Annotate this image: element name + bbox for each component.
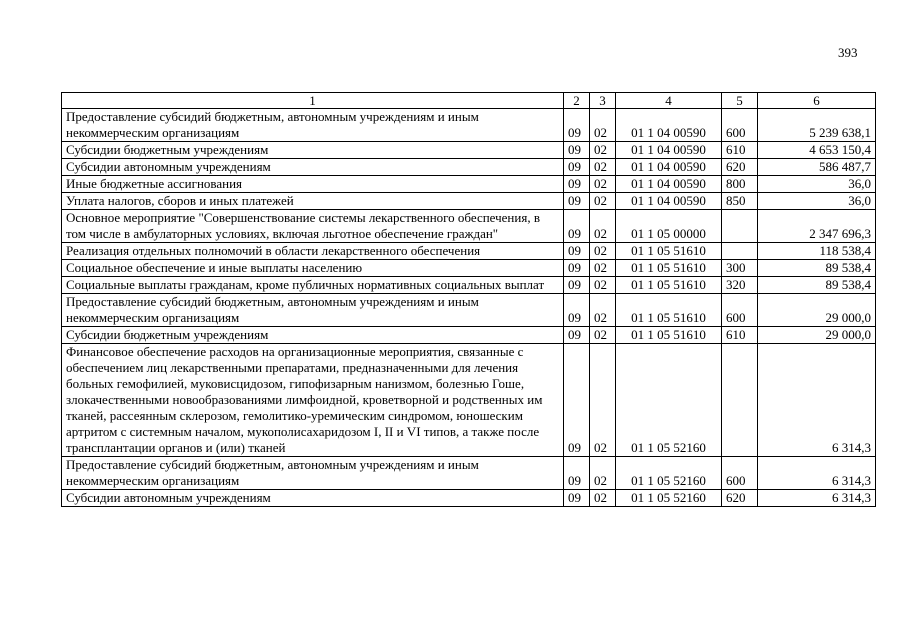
table-row xyxy=(62,457,876,490)
row-section-code: 09 xyxy=(564,260,590,277)
row-name: Предоставление субсидий бюджетным, автономным учреждениям и иным некоммерческим организациям xyxy=(62,109,564,142)
row-amount: 29 000,0 xyxy=(758,294,876,327)
row-target-article: 01 1 05 52160 xyxy=(616,457,722,490)
row-section-code: 09 xyxy=(564,490,590,507)
row-expense-type: 850 xyxy=(722,193,758,210)
row-section-code: 09 xyxy=(564,327,590,344)
row-amount: 89 538,4 xyxy=(758,277,876,294)
row-section-code: 09 xyxy=(564,294,590,327)
row-target-article: 01 1 05 51610 xyxy=(616,277,722,294)
row-amount: 5 239 638,1 xyxy=(758,109,876,142)
row-target-article: 01 1 04 00590 xyxy=(616,176,722,193)
table-row xyxy=(62,277,876,294)
table-header xyxy=(62,93,876,109)
row-amount: 586 487,7 xyxy=(758,159,876,176)
row-amount: 29 000,0 xyxy=(758,327,876,344)
row-amount: 6 314,3 xyxy=(758,344,876,457)
row-target-article: 01 1 05 52160 xyxy=(616,344,722,457)
row-name: Иные бюджетные ассигнования xyxy=(62,176,564,193)
row-section-code: 09 xyxy=(564,344,590,457)
row-subsection-code: 02 xyxy=(590,159,616,176)
row-expense-type: 320 xyxy=(722,277,758,294)
row-subsection-code: 02 xyxy=(590,193,616,210)
table-body xyxy=(62,109,876,507)
row-section-code: 09 xyxy=(564,109,590,142)
row-expense-type: 620 xyxy=(722,159,758,176)
row-amount: 36,0 xyxy=(758,193,876,210)
table-row xyxy=(62,344,876,457)
table-row xyxy=(62,327,876,344)
header-col-4: 4 xyxy=(616,93,722,109)
row-expense-type: 610 xyxy=(722,327,758,344)
row-target-article: 01 1 05 51610 xyxy=(616,243,722,260)
row-name: Предоставление субсидий бюджетным, автономным учреждениям и иным некоммерческим организациям xyxy=(62,294,564,327)
row-name: Уплата налогов, сборов и иных платежей xyxy=(62,193,564,210)
row-target-article: 01 1 05 00000 xyxy=(616,210,722,243)
row-subsection-code: 02 xyxy=(590,210,616,243)
row-amount: 6 314,3 xyxy=(758,490,876,507)
table-row xyxy=(62,176,876,193)
row-section-code: 09 xyxy=(564,277,590,294)
header-col-2: 2 xyxy=(564,93,590,109)
row-expense-type: 620 xyxy=(722,490,758,507)
row-expense-type xyxy=(722,210,758,243)
table-row xyxy=(62,490,876,507)
row-subsection-code: 02 xyxy=(590,260,616,277)
row-target-article: 01 1 05 51610 xyxy=(616,294,722,327)
row-subsection-code: 02 xyxy=(590,327,616,344)
row-target-article: 01 1 04 00590 xyxy=(616,193,722,210)
row-expense-type: 610 xyxy=(722,142,758,159)
row-subsection-code: 02 xyxy=(590,277,616,294)
row-target-article: 01 1 04 00590 xyxy=(616,159,722,176)
table-row xyxy=(62,210,876,243)
row-target-article: 01 1 05 52160 xyxy=(616,490,722,507)
row-subsection-code: 02 xyxy=(590,344,616,457)
row-expense-type: 600 xyxy=(722,457,758,490)
row-target-article: 01 1 04 00590 xyxy=(616,109,722,142)
row-amount: 4 653 150,4 xyxy=(758,142,876,159)
row-name: Субсидии бюджетным учреждениям xyxy=(62,327,564,344)
row-name: Социальные выплаты гражданам, кроме публичных нормативных социальных выплат xyxy=(62,277,564,294)
row-expense-type: 600 xyxy=(722,109,758,142)
row-expense-type: 300 xyxy=(722,260,758,277)
row-subsection-code: 02 xyxy=(590,457,616,490)
table-row xyxy=(62,159,876,176)
table-row xyxy=(62,142,876,159)
header-col-6: 6 xyxy=(758,93,876,109)
row-target-article: 01 1 04 00590 xyxy=(616,142,722,159)
row-target-article: 01 1 05 51610 xyxy=(616,327,722,344)
row-name: Субсидии автономным учреждениям xyxy=(62,490,564,507)
row-expense-type xyxy=(722,243,758,260)
row-section-code: 09 xyxy=(564,243,590,260)
row-target-article: 01 1 05 51610 xyxy=(616,260,722,277)
row-expense-type xyxy=(722,344,758,457)
row-subsection-code: 02 xyxy=(590,294,616,327)
header-col-5: 5 xyxy=(722,93,758,109)
row-amount: 2 347 696,3 xyxy=(758,210,876,243)
row-name: Финансовое обеспечение расходов на организационные мероприятия, связанные с обеспечением лиц лекарственными препаратами, предназначенными для лечения больных гемофилией, муковисцидозом, гипофизарным нанизмом, болезнью Гоше, злокачественными новообразованиями лимфоидной, кроветворной и родственных им тканей, рассеянным склерозом, гемолитико-уремическим синдромом, юношеским артритом с системным началом, мукополисахаридозом I, II и VI типов, а также после трансплантации органов и (или) тканей xyxy=(62,344,564,457)
table-row xyxy=(62,260,876,277)
row-expense-type: 800 xyxy=(722,176,758,193)
row-subsection-code: 02 xyxy=(590,243,616,260)
header-col-1: 1 xyxy=(62,93,564,109)
row-amount: 36,0 xyxy=(758,176,876,193)
row-name: Основное мероприятие "Совершенствование системы лекарственного обеспечения, в том числе в амбулаторных условиях, включая льготное обеспечение граждан" xyxy=(62,210,564,243)
row-section-code: 09 xyxy=(564,176,590,193)
page-number: 393 xyxy=(838,45,858,60)
header-row xyxy=(62,93,876,109)
row-name: Социальное обеспечение и иные выплаты населению xyxy=(62,260,564,277)
row-subsection-code: 02 xyxy=(590,109,616,142)
row-name: Предоставление субсидий бюджетным, автономным учреждениям и иным некоммерческим организациям xyxy=(62,457,564,490)
table-row xyxy=(62,294,876,327)
table-row xyxy=(62,243,876,260)
row-amount: 6 314,3 xyxy=(758,457,876,490)
row-subsection-code: 02 xyxy=(590,142,616,159)
row-section-code: 09 xyxy=(564,193,590,210)
row-name: Субсидии бюджетным учреждениям xyxy=(62,142,564,159)
row-subsection-code: 02 xyxy=(590,176,616,193)
row-section-code: 09 xyxy=(564,210,590,243)
row-name: Реализация отдельных полномочий в области лекарственного обеспечения xyxy=(62,243,564,260)
budget-table xyxy=(61,92,876,507)
row-name: Субсидии автономным учреждениям xyxy=(62,159,564,176)
header-col-3: 3 xyxy=(590,93,616,109)
table-row xyxy=(62,193,876,210)
row-expense-type: 600 xyxy=(722,294,758,327)
row-subsection-code: 02 xyxy=(590,490,616,507)
row-section-code: 09 xyxy=(564,457,590,490)
row-section-code: 09 xyxy=(564,142,590,159)
row-section-code: 09 xyxy=(564,159,590,176)
row-amount: 89 538,4 xyxy=(758,260,876,277)
table-row xyxy=(62,109,876,142)
row-amount: 118 538,4 xyxy=(758,243,876,260)
